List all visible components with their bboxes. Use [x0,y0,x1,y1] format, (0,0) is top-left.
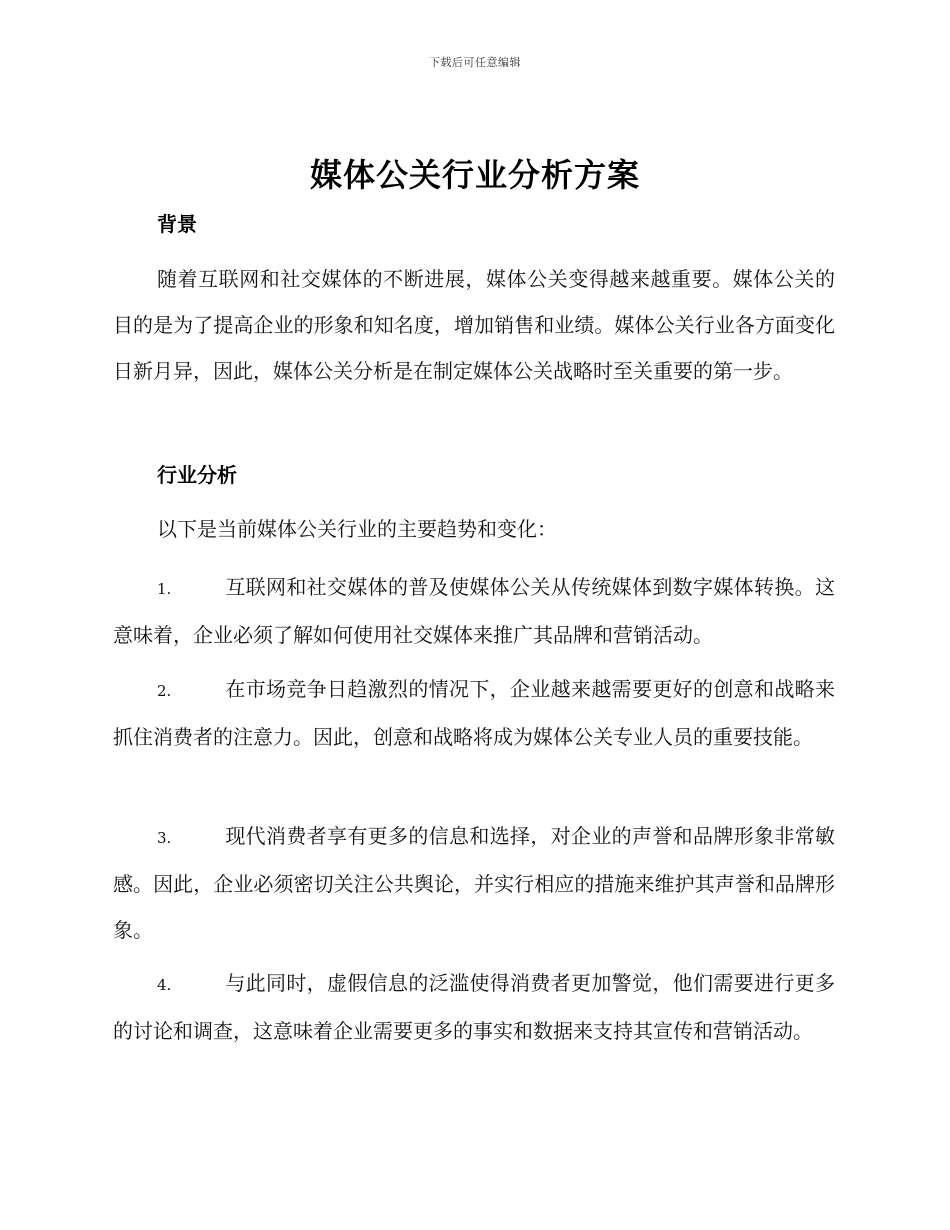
section-heading-industry-analysis: 行业分析 [157,463,237,487]
industry-intro-paragraph: 以下是当前媒体公关行业的主要趋势和变化： [157,517,557,541]
section-heading-background: 背景 [157,212,197,236]
list-item-text: 在市场竞争日趋激烈的情况下，企业越来越需要更好的创意和战略来抓住消费者的注意力。因此，创意和战略将成为媒体公关专业人员的重要技能。 [113,677,835,749]
background-paragraph: 随着互联网和社交媒体的不断进展，媒体公关变得越来越重要。媒体公关的目的是为了提高企业的形象和知名度，增加销售和业绩。媒体公关行业各方面变化日新月异，因此，媒体公关分析是在制定媒体公关战略时至关重要的第一步。 [113,267,835,383]
list-item-number: 3. [157,829,172,847]
list-item [113,564,835,658]
list-item-text: 与此同时，虚假信息的泛滥使得消费者更加警觉，他们需要进行更多的讨论和调查，这意味着企业需要更多的事实和数据来支持其宣传和营销活动。 [113,971,835,1043]
list-item [113,666,835,760]
list-item-number: 1. [157,580,172,598]
list-item-number: 2. [157,682,172,700]
page-header: 下载后可任意编辑 [429,56,521,69]
document-title: 媒体公关行业分析方案 [309,156,640,194]
list-item-text: 现代消费者享有更多的信息和选择，对企业的声誉和品牌形象非常敏感。因此，企业必须密切关注公共舆论，并实行相应的措施来维护其声誉和品牌形象。 [113,824,835,942]
list-item [113,813,835,953]
list-item-text: 互联网和社交媒体的普及使媒体公关从传统媒体到数字媒体转换。这意味着，企业必须了解如何使用社交媒体来推广其品牌和营销活动。 [113,575,835,647]
list-item [113,960,835,1054]
list-item-number: 4. [157,976,172,994]
